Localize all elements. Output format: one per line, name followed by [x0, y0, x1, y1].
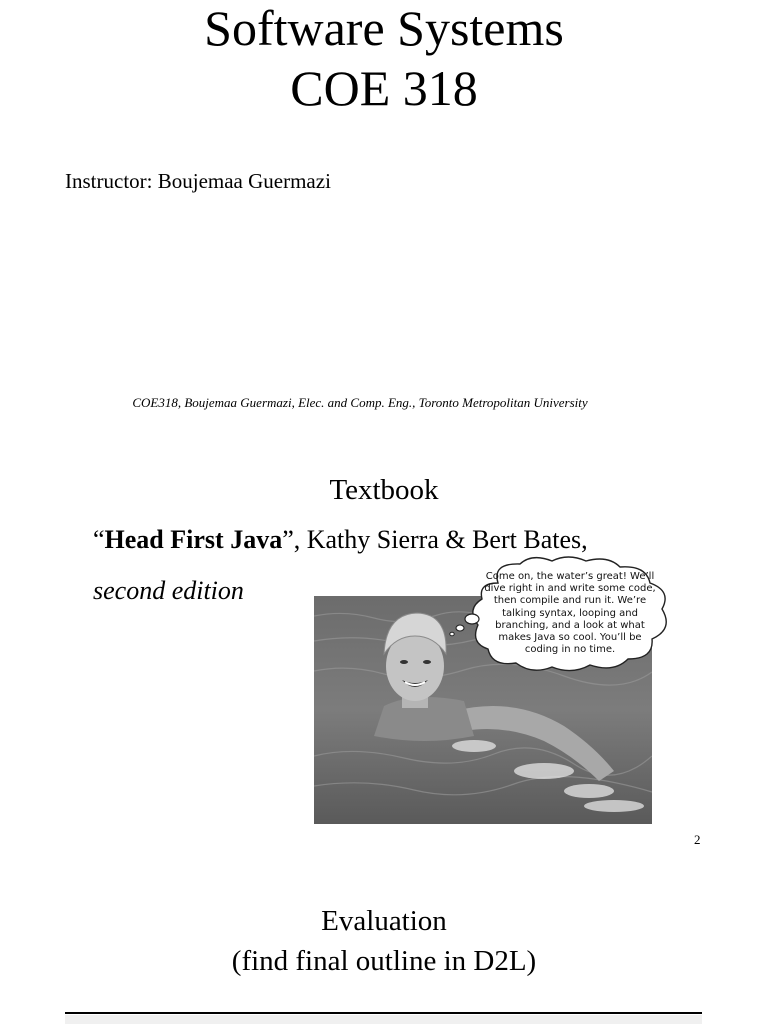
evaluation-heading: [0, 901, 768, 981]
page-number: 2: [694, 832, 701, 847]
book-title: Head First Java: [104, 525, 283, 554]
book-authors: ”, Kathy Sierra & Bert Bates,: [282, 525, 588, 554]
slide-title-line-2: COE 318: [290, 60, 478, 116]
evaluation-heading-line-2: (find final outline in D2L): [231, 945, 537, 977]
open-quote: “: [93, 525, 105, 554]
book-citation: [93, 523, 588, 557]
book-edition: second edition: [93, 576, 244, 605]
slide-footer: COE318, Boujemaa Guermazi, Elec. and Comp. Eng., Toronto Metropolitan University: [132, 395, 588, 410]
speech-bubble-text: Come on, the water’s great! We’ll dive right in and write some code, then compile and run it. We’re talking syntax, looping and branching, and a look at what makes Java so cool. You’ll be coding in no time.: [484, 571, 656, 656]
evaluation-heading-line-1: Evaluation: [321, 905, 447, 937]
instructor-label: Instructor: Boujemaa Guermazi: [65, 169, 331, 193]
slide-title-line-1: Software Systems: [204, 0, 564, 56]
textbook-heading: Textbook: [329, 474, 439, 506]
divider-line: [65, 1012, 702, 1014]
table-edge: [65, 1015, 702, 1024]
